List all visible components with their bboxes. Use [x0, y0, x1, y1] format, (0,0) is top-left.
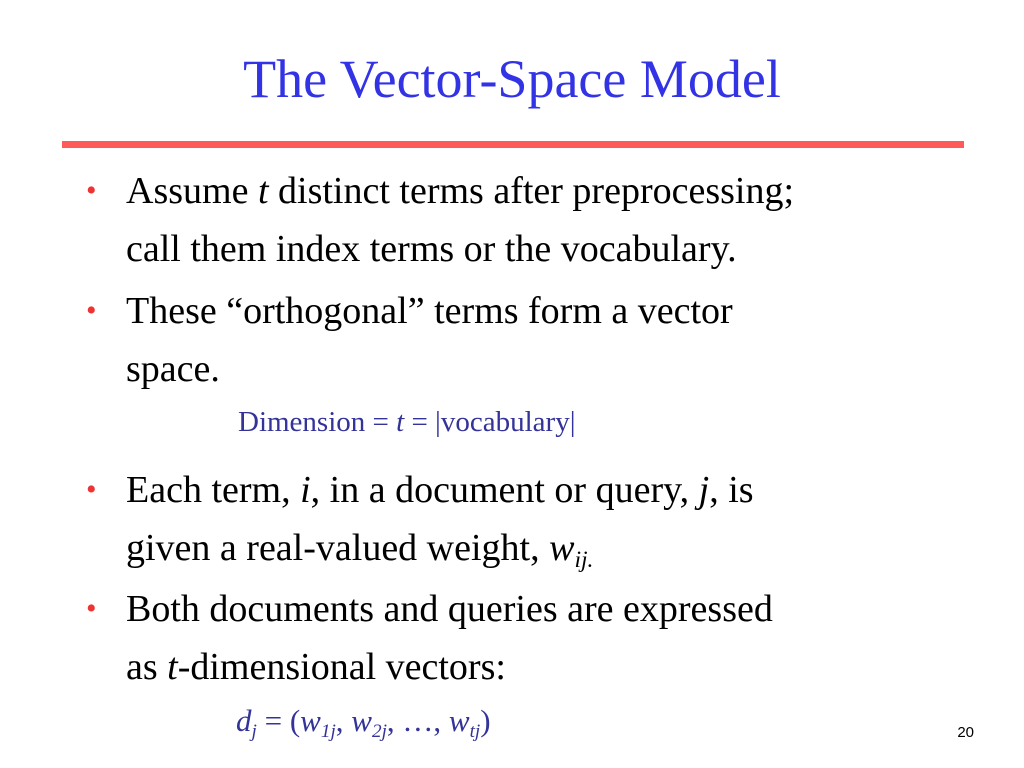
bullet-marker: •: [86, 473, 97, 506]
bullet-item-3: [86, 461, 966, 577]
bullet-item-2: [86, 282, 966, 398]
vector-formula: $d_j = (w_{1j}$, $w_{2j}$, …, $w_{tj}$): [236, 703, 491, 742]
bullet-3-line2: given a real-valued weight, $w_{ij.}$: [126, 527, 594, 574]
bullet-4-line1: Both documents and queries are expressed: [126, 588, 773, 630]
bullet-marker: •: [86, 294, 97, 327]
bullet-2-line1: These “orthogonal” terms form a vector: [126, 290, 733, 332]
dimension-formula: Dimension = t = |vocabulary|: [238, 406, 576, 438]
bullet-item-4: [86, 580, 966, 696]
bullet-marker: •: [86, 592, 97, 625]
bullet-4-line2: as t-dimensional vectors:: [126, 646, 506, 688]
bullet-1-line2: call them index terms or the vocabulary.: [126, 228, 737, 270]
bullet-text-1: [126, 162, 966, 278]
title-underline: [62, 141, 964, 148]
bullet-marker: •: [86, 174, 97, 207]
bullet-1-line1: Assume t distinct terms after preprocessing;: [126, 170, 795, 212]
page-number: 20: [957, 724, 974, 741]
bullet-3-line1: Each term, i, in a document or query, j, is: [126, 469, 754, 511]
bullet-text-4: [126, 580, 966, 696]
bullet-text-3: [126, 461, 966, 577]
slide-title: The Vector-Space Model: [243, 49, 781, 109]
bullet-item-1: [86, 162, 966, 278]
bullet-2-line2: space.: [126, 348, 220, 390]
bullet-text-2: [126, 282, 966, 398]
